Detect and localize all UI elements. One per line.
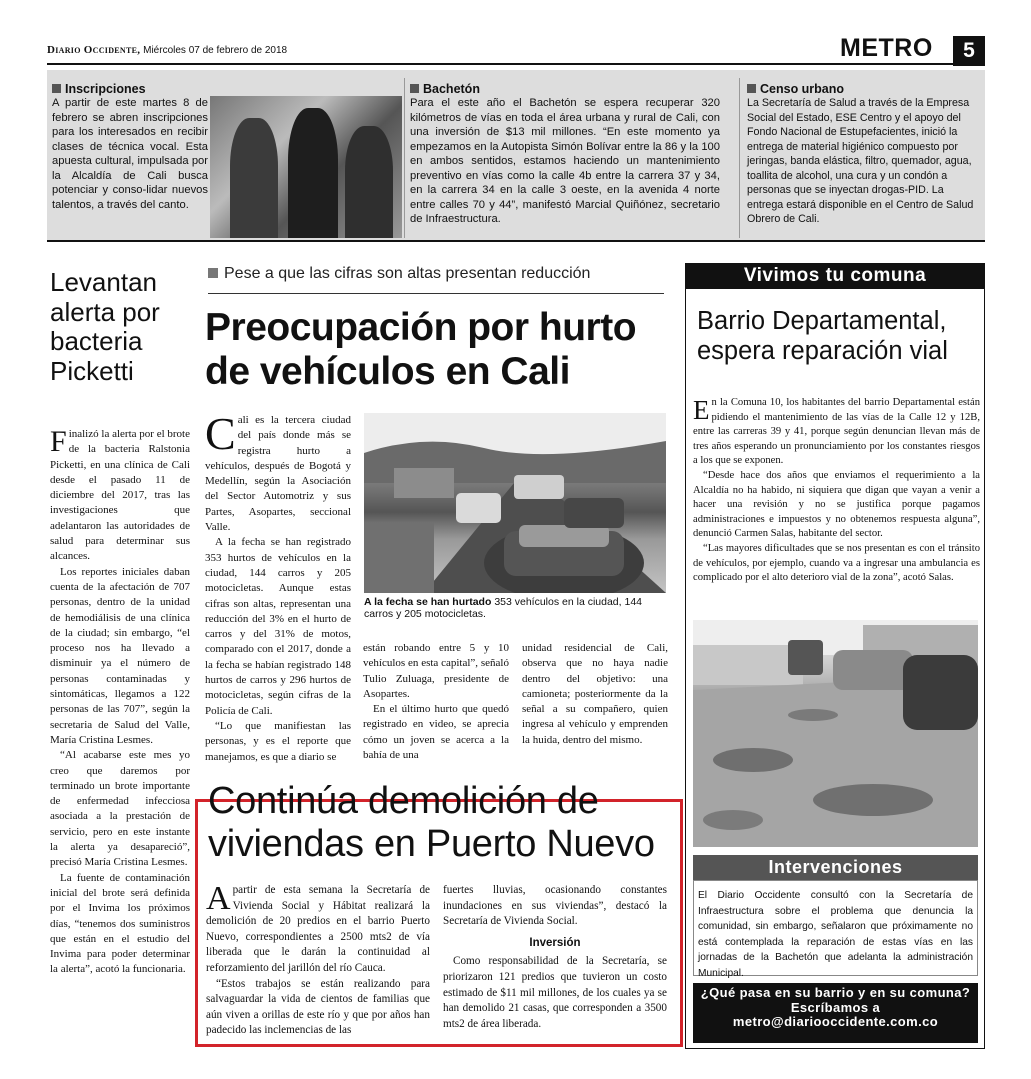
dropcap: E bbox=[693, 395, 710, 425]
damaged-road-photo bbox=[693, 620, 978, 847]
brief-inscripciones bbox=[52, 82, 208, 212]
paragraph: unidad residencial de Cali, observa que no haya nadie dentro del objetivo: una camioneta; posteriormente da la señal a su compañero, quien ingresa al vehículo y emprenden la huida, dentro del mismo. bbox=[522, 642, 668, 746]
paragraph: fuertes lluvias, ocasionando constantes inundaciones en sus viviendas”, destacó la Secretaría de Vivienda Social. bbox=[443, 884, 667, 928]
subhead: Inversión bbox=[529, 936, 581, 949]
divider bbox=[404, 78, 405, 238]
left-story-title: Levantan alerta por bacteria Picketti bbox=[50, 267, 160, 386]
square-bullet-icon bbox=[747, 84, 756, 93]
left-story-body: Finalizó la alerta por el brote de la bacteria Ralstonia Picketti, en una clínica de Cali desde el pasado 11 de diciembre del 2017, tras las investigaciones que adelantaron las autoridades de salud para determinar sus alcances. Los reportes iniciales daban cuenta de la afectación de 707 personas, dentro de la unidad de hemodiálisis de una clínica de la ciudad; sin embargo, “el proceso nos ha llevado a disminuir ya el número de personas contaminadas y sintomáticas, llegamos a 122 personas de las 707”, según la secretaria de Salud del Valle, María Cristina Lesmes. “Al acabarse este mes yo creo que daremos por terminado un brote importante de enfermedad infecciosa asociada a la prestación de servicio, pero en este instante la alerta ya desapareció”, precisó María Cristina Lesmes. La fuente de contaminación inicial del brote será definida por el Invima los próximos días, “tenemos dos suministros que están en el estudio del Invima para poder determinar la alerta”, acotó la funcionaria. bbox=[50, 427, 190, 978]
paragraph: Como responsabilidad de la Secretaría, se priorizaron 121 predios que tuvieron un costo estimado de $11 mil millones, de los cuales ya se han demolido 21 casas, que corresponden a 3500 mts2 de área liberada. bbox=[443, 955, 667, 1030]
issue-date: Miércoles 07 de febrero de 2018 bbox=[143, 45, 288, 56]
community-story-title: Barrio Departamental, espera reparación vial bbox=[697, 307, 948, 365]
paragraph: La fuente de contaminación inicial del brote será definida por el Invima los próximos días, “tenemos dos suministros que están en el estudio del Invima para poder determinar la alerta”, acotó la funcionaria. bbox=[50, 871, 190, 976]
cta-question: ¿Qué pasa en su barrio y en su comuna? Escríbamos a bbox=[700, 985, 971, 1015]
interventions-text: El Diario Occidente consultó con la Secretaría de Infraestructura sobre el problema que denuncia la comunidad, sin embargo, señalaron que próximamente no está contemplada la reparación de estas vías en las jornadas de la Bachetón que adelanta la administración Municipal. bbox=[698, 890, 973, 979]
page-number: 5 bbox=[953, 36, 985, 66]
main-story-col1: Cali es la tercera ciudad del país donde más se registra hurto a vehículos, después de Bogotá y Medellín, según la Asociación del Sector Automotriz y sus Partes, Asopartes, seccional Valle. A la fecha se han registrado 353 hurtos de vehículos en la ciudad, 144 carros y 205 motocicletas. Aunque estas cifras son altas, representan una reducción del 3% en el hurto de carros y del 31% de motos, comparado con el 2017, donde a la fecha se habían registrado 148 hurtos de carros y 296 hurtos de motocicletas, según cifras de la Policía de Cali. “Lo que manifiestan las personas, y es el reporte que manejamos, es que a diario se bbox=[205, 413, 351, 765]
community-story-body: En la Comuna 10, los habitantes del barrio Departamental están pidiendo el mantenimiento de las vías de la Calle 12 y 12B, entre las carreras 39 y 41, porque según denuncian llevan más de tres años esperando un pronunciamiento por los constantes riesgos a los que se exponen. “Desde hace dos años que enviamos el requerimiento a la Alcaldía no ha habido, ni siquiera que digan que vayan a venir a hacer una revisión y no se justifica porque pagamos administraciones e impuestos y no obtenemos respuesta alguna”, denunció Carmen Salas, habitante del sector. “Las mayores dificultades que se nos presentan es con el tránsito de vehículos, por ejemplo, cuando va a ingresar una ambulancia es complicado por el alto deterioro vial de la zona”, acotó Salas. bbox=[693, 396, 980, 586]
paragraph: A la fecha se han registrado 353 hurtos de vehículos en la ciudad, 144 carros y 205 motocicletas. Aunque estas cifras son altas, representan una reducción del 3% en el hurto de carros y del 31% de motos, comparado con el 2017, donde a la fecha se habían registrado 148 hurtos de carros y 296 hurtos de motocicletas, según cifras de la Policía de Cali. bbox=[205, 536, 351, 717]
photo-caption: A la fecha se han hurtado 353 vehículos en la ciudad, 144 carros y 205 motocicletas. bbox=[364, 596, 643, 620]
divider bbox=[208, 293, 664, 294]
main-story-col2 bbox=[363, 641, 509, 763]
divider bbox=[739, 78, 740, 238]
boxed-story-title: Continúa demolición de viviendas en Puerto Nuevo bbox=[208, 780, 655, 865]
singers-photo bbox=[210, 96, 402, 238]
brief-text: Para el este año el Bachetón se espera recuperar 320 kilómetros de vías en toda el área urbana y rural de Cali, con una inversión de $13 mil millones. “En este momento ya empezamos en la Autopista Simón Bolívar entre la 86 y la 100 en ambos sentidos, estamos haciendo un mantenimiento preventivo en vías como la calle 4b entre la carrera 37 y 34, en la carrera 34 en la calle 3 oeste, en la avenida 4 norte entre calles 70 y 44”, manifestó Marcial Quiñónez, secretario de Infraestructura. bbox=[410, 97, 720, 225]
paragraph: “Desde hace dos años que enviamos el requerimiento a la Alcaldía no ha habido, ni siquiera que digan que vayan a venir a hacer una revisión y no se justifica porque pagamos administraciones e impuestos y no obtenemos respuesta alguna”, denunció Carmen Salas, habitante del sector. bbox=[693, 469, 980, 540]
boxed-story-col2 bbox=[443, 883, 667, 1032]
person-figure bbox=[345, 126, 393, 238]
traffic-photo bbox=[364, 413, 666, 593]
reader-call-to-action bbox=[693, 983, 978, 1043]
brief-censo-urbano bbox=[747, 82, 981, 227]
paragraph: “Estos trabajos se están realizando para salvaguardar la vida de cientos de familias que aún viven a orillas de este río y que por años han padecido las inclemencias de las bbox=[206, 977, 430, 1037]
square-bullet-icon bbox=[410, 84, 419, 93]
cta-email[interactable]: metro@diariooccidente.com.co bbox=[732, 1014, 939, 1029]
paragraph: “Al acabarse este mes yo creo que daremos por terminado un brote importante de enfermedad infecciosa asociada a la prestación de servicio, pero en este instante la alerta ya desapareció”, precisó María Cristina Lesmes. bbox=[50, 749, 190, 869]
paragraph: están robando entre 5 y 10 vehículos en esta capital”, señaló Tulio Zuluaga, presidente de Asopartes. bbox=[363, 642, 509, 700]
main-story-col3 bbox=[522, 641, 668, 748]
boxed-story-col1: Apartir de esta semana la Secretaría de Vivienda Social y Hábitat realizará la demolición de 20 predios en el barrio Puerto Nuevo, correspondientes a 2500 mts2 de vía liberada que le darán la continuidad al reforzamiento del jarillón del río Cauca. “Estos trabajos se están realizando para salvaguardar la vida de cientos de familias que aún viven a orillas de este río y que por años han padecido las inclemencias de las bbox=[206, 883, 430, 1039]
section-name: METRO bbox=[840, 34, 933, 62]
person-figure bbox=[230, 118, 278, 238]
header-rule bbox=[47, 63, 985, 65]
brief-heading: Bachetón bbox=[410, 82, 720, 96]
paragraph: “Las mayores dificultades que se nos presentan es con el tránsito de vehículos, por ejemplo, cuando va a ingresar una ambulancia es complicado por el alto deterioro vial de la zona”, acotó Salas. bbox=[693, 542, 980, 584]
paragraph: En el último hurto que quedó registrado en video, se aprecia cómo un joven se acerca a la bahía de una bbox=[363, 703, 509, 762]
interventions-band: Intervenciones bbox=[693, 855, 978, 880]
brief-text: A partir de este martes 8 de febrero se abren inscripciones para los interesados en recibir clases de técnica vocal. Esta apuesta cultural, impulsada por la Alcaldía de Cali busca potenciar y conso-lidar nuevos talentos, a través del canto. bbox=[52, 97, 208, 211]
main-headline: Preocupación por hurto de vehículos en Cali bbox=[205, 306, 637, 393]
brief-heading: Censo urbano bbox=[747, 82, 981, 96]
masthead-line bbox=[47, 44, 287, 56]
paragraph: Los reportes iniciales daban cuenta de la afectación de 707 personas, dentro de la unidad de hemodiálisis de una clínica de la ciudad; sin embargo, “el proceso nos ha llevado a disminuir ya el número de personas contaminadas y sintomáticas, llegamos a 122 personas de las 707”, según la secretaria de Salud del Valle, María Cristina Lesmes. bbox=[50, 565, 190, 746]
road-photo-drawing bbox=[693, 620, 978, 847]
brief-text: La Secretaría de Salud a través de la Empresa Social del Estado, ESE Centro y el apoyo del Fondo Nacional de Estupefacientes, inició la entrega de material higiénico compuesto por jeringas, banda elástica, filtro, quemador, agua, toallita de alcohol, una cura y un condón a personas que se inyectan drogas-PID. La entrega estará disponible en el Centro de Salud Obrero de Cali. bbox=[747, 97, 974, 225]
dropcap: C bbox=[205, 408, 236, 459]
story-kicker: Pese a que las cifras son altas presentan reducción bbox=[208, 265, 590, 283]
square-bullet-icon bbox=[208, 268, 218, 278]
community-band: Vivimos tu comuna bbox=[685, 263, 985, 289]
traffic-photo-drawing bbox=[364, 413, 666, 593]
person-figure bbox=[288, 108, 338, 238]
paragraph: “Lo que manifiestan las personas, y es el reporte que manejamos, es que a diario se bbox=[205, 719, 351, 763]
square-bullet-icon bbox=[52, 84, 61, 93]
brief-bacheton bbox=[410, 82, 720, 227]
newspaper-brand: Diario Occidente, bbox=[47, 44, 141, 56]
dropcap: F bbox=[50, 425, 67, 458]
dropcap: A bbox=[206, 880, 231, 917]
brief-heading: Inscripciones bbox=[52, 82, 208, 96]
